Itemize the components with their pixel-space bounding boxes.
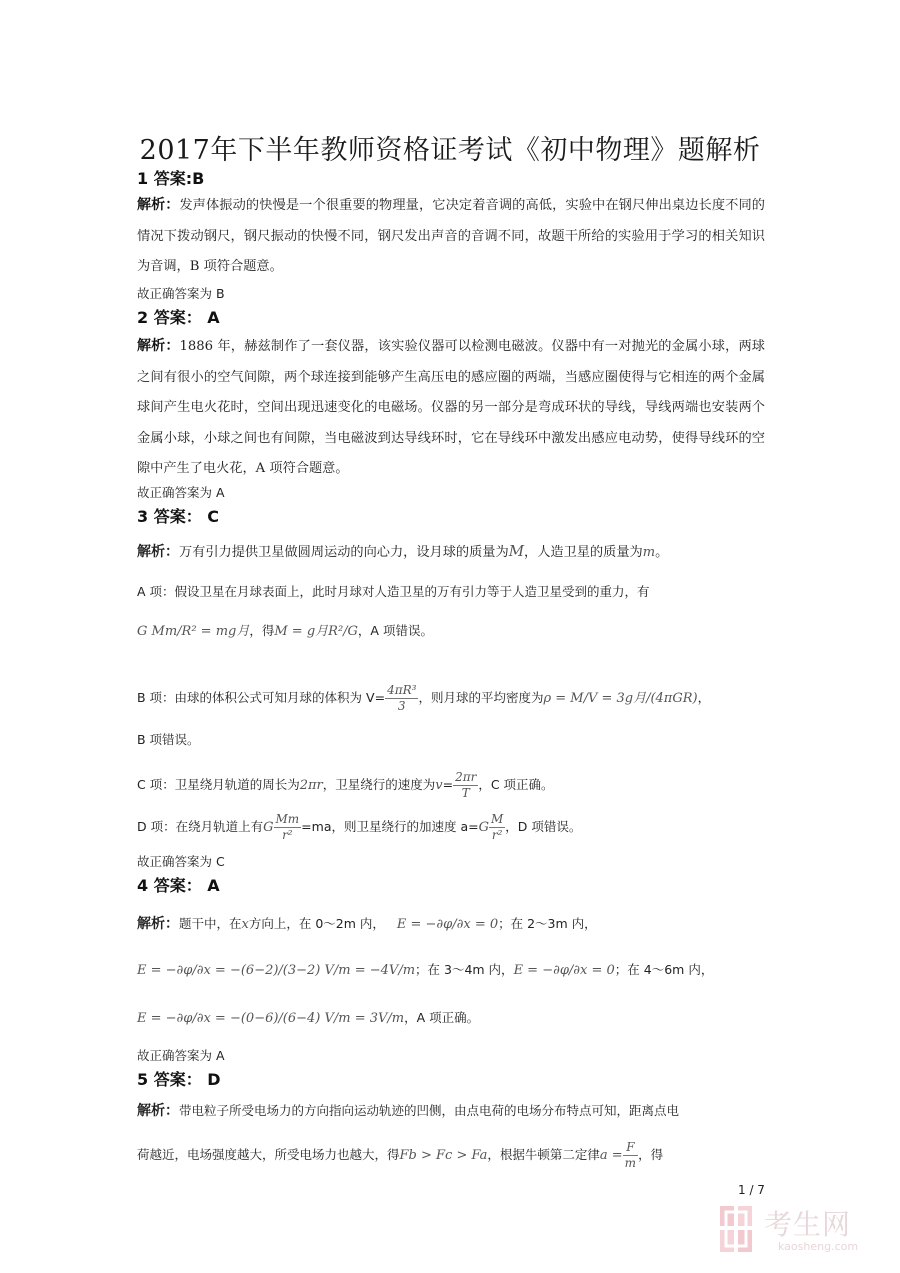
text: ，A 项错误。: [357, 623, 433, 638]
fraction-numerator: M: [490, 812, 504, 826]
analysis-label: 解析：: [137, 197, 180, 213]
logo-url: kaosheng.com: [778, 1240, 859, 1253]
analysis-text: 发声体振动的快慢是一个很重要的物理量，它决定着音调的高低，实验中在钢尺伸出桌边长度不同的情况下拨动钢尺，钢尺振动的快慢不同，钢尺发出声音的音调不同，故题干所给的实验用于学习的相关知识为音调，B 项符合题意。: [137, 198, 765, 274]
fraction-denominator: r²: [282, 828, 293, 842]
math-density: ρ = M/V = 3g月/(4πGR): [543, 691, 698, 706]
math-x: x: [241, 917, 249, 932]
analysis-5-line2: [137, 1140, 663, 1171]
analysis-label: 解析：: [137, 338, 180, 354]
analysis-4-line1: [137, 913, 597, 933]
text: B 项：由球的体积公式可知月球的体积为 V=: [137, 690, 386, 705]
math-volume-fraction: [385, 683, 418, 714]
math-velocity-fraction: [453, 770, 478, 801]
math-eq3: E = −∂φ/∂x = 0: [513, 963, 615, 978]
watermark-logo: [718, 1200, 888, 1260]
option-d-line: [137, 812, 581, 843]
text: ，D 项错误。: [505, 819, 582, 834]
analysis-label: 解析：: [137, 916, 179, 932]
conclusion-4: 故正确答案为 A: [137, 1048, 225, 1063]
answer-1: 1 答案:B: [137, 169, 205, 188]
text: ，得: [249, 623, 275, 638]
fraction-numerator: 4πR³: [387, 683, 417, 697]
math-a: a =: [599, 1148, 623, 1163]
analysis-3-intro: [137, 541, 668, 561]
math-eq2: E = −∂φ/∂x = −(6−2)/(3−2) V/m = −4V/m: [137, 963, 416, 978]
text: ；在 4～6m 内，: [614, 962, 714, 977]
text: ，根据牛顿第二定律: [487, 1147, 600, 1162]
text: 方向上，在 0～2m 内，: [248, 916, 385, 931]
text: ，人造卫星的质量为: [524, 545, 643, 560]
text: ，C 项正确。: [478, 777, 554, 792]
answer-3: 3 答案： C: [137, 507, 220, 526]
math-eq1: E = −∂φ/∂x = 0: [396, 917, 499, 932]
text: 。: [655, 545, 669, 560]
math-force-fraction: [274, 812, 302, 843]
fraction-denominator: r²: [491, 828, 503, 842]
analysis-label: 解析：: [137, 1103, 179, 1119]
text: ，卫星绕行的速度为: [322, 777, 436, 792]
math-accel-fraction: [489, 812, 505, 843]
fraction-denominator: m: [624, 1156, 637, 1170]
page-title: 2017年下半年教师资格证考试《初中物理》题解析: [139, 135, 761, 166]
option-c-line: [137, 770, 554, 801]
math-force-order: Fb > Fc > Fa: [399, 1148, 488, 1163]
fraction-denominator: 3: [397, 699, 406, 713]
math-G: G: [478, 820, 489, 835]
text: D 项：在绕月轨道上有: [137, 819, 264, 834]
analysis-4-line2: [137, 960, 713, 978]
fraction-numerator: F: [623, 1140, 638, 1156]
logo-text: 考生网: [764, 1208, 852, 1241]
conclusion-1: 故正确答案为 B: [137, 286, 225, 301]
text: ；在 2～3m 内，: [498, 916, 597, 931]
option-a-line1: A 项：假设卫星在月球表面上，此时月球对人造卫星的万有引力等于人造卫星受到的重力，有: [137, 584, 650, 599]
math-v: v: [435, 778, 443, 793]
math-m: m: [642, 545, 656, 560]
math-circumference: 2πr: [299, 778, 323, 793]
text: =ma，则卫星绕行的加速度 a=: [301, 819, 479, 834]
text: =: [442, 777, 454, 792]
logo-icon: [718, 1202, 758, 1258]
analysis-5-line1: [137, 1100, 679, 1120]
text: 题干中，在: [179, 916, 242, 931]
math-M: M: [508, 542, 525, 560]
option-b-line1: [137, 683, 710, 714]
math-eq4: E = −∂φ/∂x = −(0−6)/(6−4) V/m = 3V/m: [137, 1011, 405, 1026]
text: 荷越近，电场强度越大，所受电场力也越大，得: [137, 1147, 400, 1162]
answer-2: 2 答案： A: [137, 308, 220, 327]
text: ，得: [638, 1147, 664, 1162]
math-a-eq2: M = g月R²/G: [274, 624, 358, 639]
math-newton-fraction: [623, 1140, 638, 1171]
fraction-numerator: 2πr: [455, 770, 477, 784]
fraction-numerator: Mm: [275, 812, 300, 826]
text: 带电粒子所受电场力的方向指向运动轨迹的凹侧，由点电荷的电场分布特点可知，距离点电: [179, 1103, 680, 1118]
fraction-denominator: T: [461, 786, 470, 800]
option-a-line2: [137, 620, 433, 639]
text: C 项：卫星绕月轨道的周长为: [137, 777, 300, 792]
text: 万有引力提供卫星做圆周运动的向心力，设月球的质量为: [179, 545, 509, 560]
text: ，则月球的平均密度为: [418, 690, 544, 705]
answer-4: 4 答案： A: [137, 876, 220, 895]
math-G: G: [263, 820, 274, 835]
analysis-text: 1886 年，赫兹制作了一套仪器，该实验仪器可以检测电磁波。仪器中有一对抛光的金属小球，两球之间有很小的空气间隙，两个球连接到能够产生高压电的感应圈的两端，当感应圈使得与它相连的两个金属球间产生电火花时，空间出现迅速变化的电磁场。仪器的另一部分是弯成环状的导线，导线两端也安装两个金属小球，小球之间也有间隙，当电磁波到达导线环时，它在导线环中激发出感应电动势，使得导线环的空隙中产生了电火花，A 项符合题意。: [137, 339, 765, 476]
page-number: 1 / 7: [738, 1183, 765, 1197]
text: ，A 项正确。: [404, 1010, 480, 1025]
math-a-eq1: G Mm/R² = mg月: [137, 624, 250, 639]
conclusion-2: 故正确答案为 A: [137, 485, 225, 500]
analysis-label: 解析：: [137, 544, 179, 560]
text: ，: [697, 690, 711, 705]
text: ；在 3～4m 内，: [415, 962, 514, 977]
answer-5: 5 答案： D: [137, 1070, 221, 1089]
analysis-4-line3: [137, 1008, 479, 1026]
analysis-1: [137, 190, 765, 283]
analysis-2: [137, 331, 765, 485]
conclusion-3: 故正确答案为 C: [137, 854, 225, 869]
option-b-line2: B 项错误。: [137, 732, 200, 747]
